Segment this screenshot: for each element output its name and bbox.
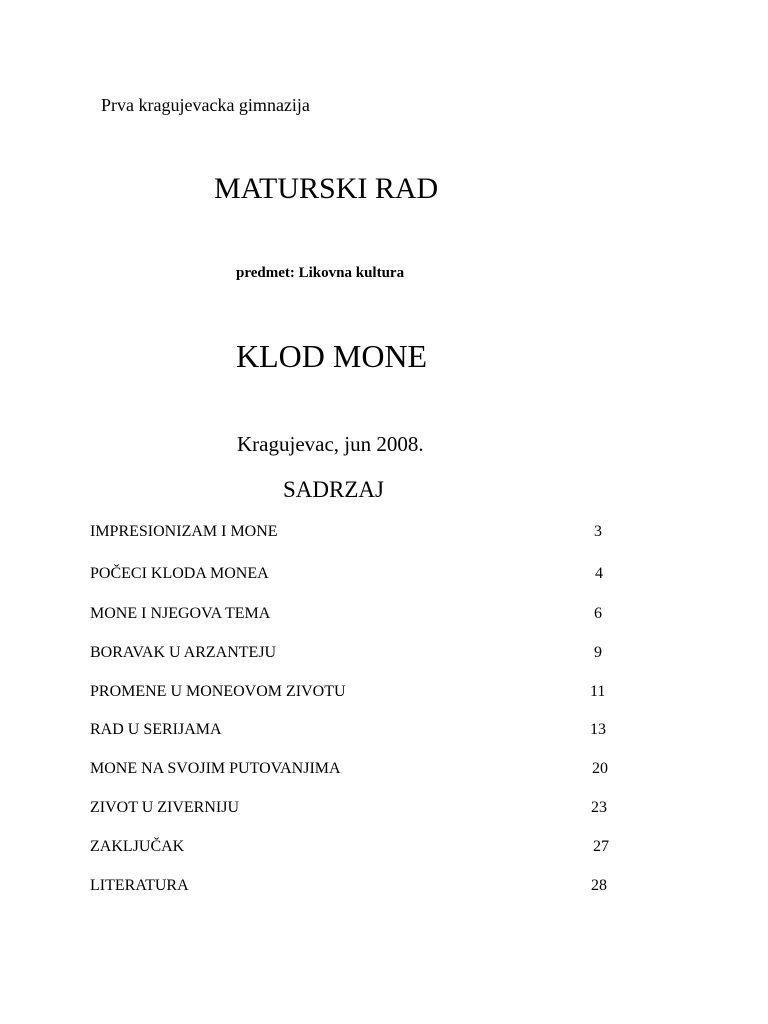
toc-entry-title: LITERATURA [90, 877, 189, 894]
toc-entry-page: 20 [592, 760, 608, 777]
toc-entry [0, 523, 768, 545]
toc-entry-page: 9 [594, 644, 602, 661]
toc-entry-page: 28 [591, 877, 607, 894]
place-date: Kragujevac, jun 2008. [237, 432, 424, 456]
subject-line: predmet: Likovna kultura [236, 265, 405, 281]
toc-entry-page: 13 [590, 721, 606, 738]
toc-entry-title: RAD U SERIJAMA [90, 721, 222, 738]
toc-entry [0, 721, 768, 743]
toc-entry-page: 11 [590, 683, 606, 700]
toc-entry-page: 6 [594, 605, 602, 622]
document-title: MATURSKI RAD [214, 172, 439, 205]
toc-entry-page: 23 [591, 799, 607, 816]
toc-entry [0, 877, 768, 899]
toc-entry-title: ZAKLJUČAK [90, 838, 185, 855]
toc-entry [0, 760, 768, 782]
toc-entry-title: ZIVOT U ZIVERNIJU [90, 799, 240, 816]
toc-entry-page: 27 [593, 838, 609, 855]
toc-entry-title: IMPRESIONIZAM I MONE [90, 523, 278, 540]
topic-title: KLOD MONE [236, 338, 428, 374]
school-name: Prva kragujevacka gimnazija [101, 95, 310, 115]
toc-entry [0, 565, 768, 587]
toc-entry [0, 799, 768, 821]
toc-heading: SADRZAJ [283, 477, 384, 502]
toc-entry-title: PROMENE U MONEOVOM ZIVOTU [90, 683, 346, 700]
toc-entry [0, 605, 768, 627]
toc-entry [0, 683, 768, 705]
toc-entry-title: MONE NA SVOJIM PUTOVANJIMA [90, 760, 341, 777]
toc-entry-page: 3 [594, 523, 602, 540]
toc-entry [0, 838, 768, 860]
toc-entry-title: POČECI KLODA MONEA [90, 565, 269, 582]
toc-entry-title: BORAVAK U ARZANTEJU [90, 644, 277, 661]
toc-entry-page: 4 [595, 565, 603, 582]
toc-entry [0, 644, 768, 666]
toc-entry-title: MONE I NJEGOVA TEMA [90, 605, 271, 622]
